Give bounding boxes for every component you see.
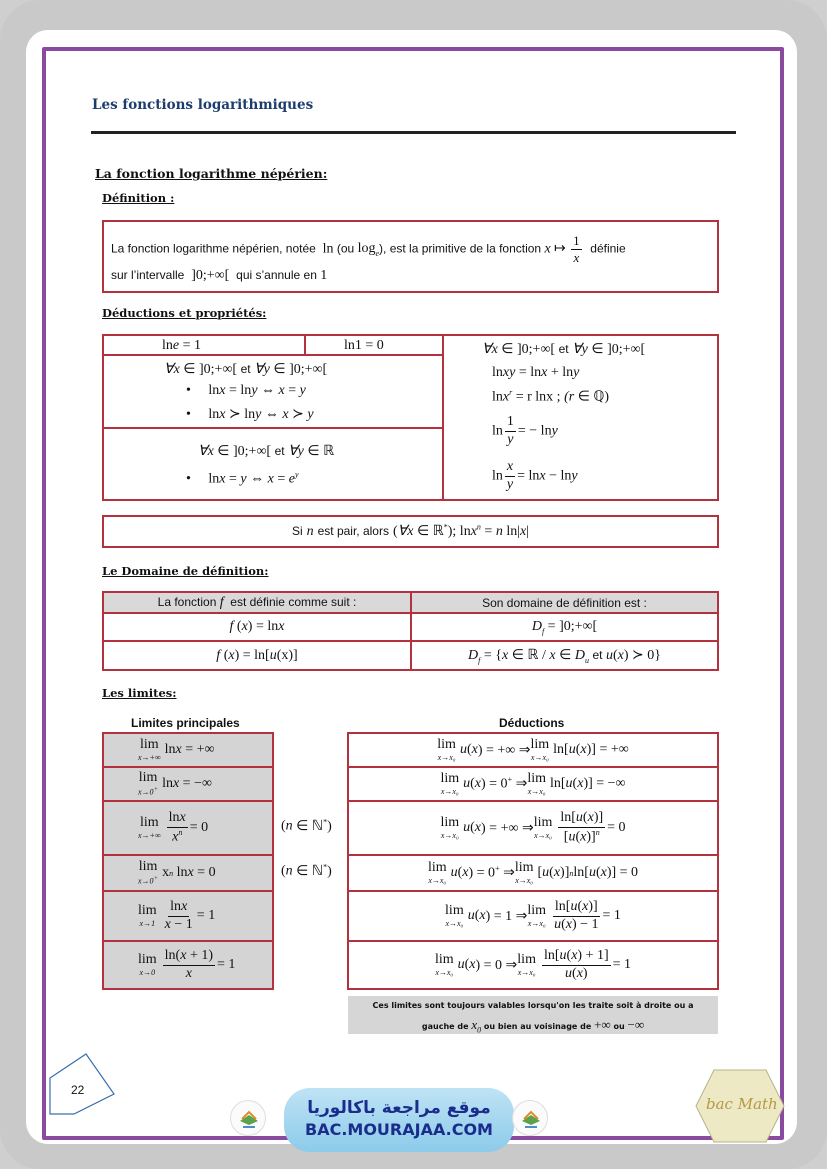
ln-power: lnx$^r$ = r lnx ; (r ∈ ℚ) — [492, 388, 610, 405]
condition-n-natural-1: (n ∈ ℕ*) — [281, 817, 332, 834]
properties-box — [102, 334, 719, 501]
limit-ln-plus-infinity: lim x→+∞ ln x = +∞ — [102, 732, 274, 768]
deduction-limit-ln-over-power: lim x→x₀ u ( x ) = +∞ ⇒ lim x→x₀ $\frac{\ln[u(x)]}{[u(x)]^n}$ = 0 — [347, 800, 719, 856]
banner-arabic-text: موقع مراجعة باكالوريا — [307, 1098, 491, 1118]
deduction-limit-power-times-ln: lim x→x₀ u ( x ) = 0+ ⇒ lim x→x₀ [ u ( x )] n ln[ u ( x )] = 0 — [347, 854, 719, 892]
quantifier-right: ∀x ∈ ]0;+∞[ et ∀y ∈ ]0;+∞[ — [482, 342, 646, 357]
condition-n-natural-2: (n ∈ ℕ*) — [281, 862, 332, 879]
title-rule — [91, 131, 736, 134]
ln-exp-equivalence: • lnx = y ⇔ $x = e^y$ — [186, 470, 299, 487]
domain-row1-function: f (x) = lnx — [103, 613, 411, 641]
domain-row2-function: f (x) = ln[u(x)] — [103, 641, 411, 670]
deductions-heading: Déductions et propriétés: — [102, 306, 267, 320]
definition-line-1: La fonction logarithme népérien, notée ln (ou $\log_e$), est la primitive de la fonction x ↦ $\frac{1}{x}$ définie — [111, 233, 626, 265]
quantifier-x-positive-y-real: ∀x ∈ ]0;+∞[ et ∀y ∈ ℝ — [198, 444, 335, 459]
parity-statement: Si n est pair, alors (∀x ∈ ℝ*); lnx$^n$ = n ln|x| — [291, 522, 530, 539]
site-logo-right — [512, 1100, 548, 1136]
quantifier-x-y-positive: ∀x ∈ ]0;+∞[ et ∀y ∈ ]0;+∞[ — [164, 362, 328, 377]
domain-heading: Le Domaine de définition: — [102, 564, 269, 578]
limits-col-main: Limites principales — [131, 716, 240, 730]
ln-product: lnxy = lnx + lny — [492, 365, 580, 380]
limit-ln-zero: lim x→0+ ln x = −∞ — [102, 766, 274, 802]
site-banner[interactable] — [284, 1088, 514, 1152]
limits-col-deductions: Déductions — [499, 716, 565, 730]
definition-box — [102, 220, 719, 293]
ln-e-equals-1: lne = 1 — [162, 338, 202, 353]
ln-inverse: ln $\frac{1}{y}$ = − lny — [492, 414, 558, 447]
page-number: 22 — [71, 1083, 85, 1097]
limit-ln-1-plus-x: lim x→0 $\frac{\ln(x + 1)}{x}$ = 1 — [102, 940, 274, 990]
deduction-limit-ln-over-u-minus-1: lim x→x₀ u ( x ) = 1 ⇒ lim x→x₀ $\frac{\ln[u(x)]}{u(x) - 1}$ = 1 — [347, 890, 719, 942]
ln-increasing: • lnx ≻ lny ⇔ x ≻ y — [186, 407, 314, 422]
deduction-limit-ln-u-plus-1: lim x→x₀ u ( x ) = 0 ⇒ lim x→x₀ $\frac{\ln[u(x) + 1]}{u(x)}$ = 1 — [347, 940, 719, 990]
limit-ln-over-x-minus-1: lim x→1 $\frac{\ln x}{x - 1}$ = 1 — [102, 890, 274, 942]
definition-line-2: sur l’intervalle ]0;+∞[ qui s’annule en 1 — [111, 268, 328, 283]
limits-heading: Les limites: — [102, 686, 177, 700]
definition-heading: Définition : — [102, 191, 175, 205]
section-heading-ln: La fonction logarithme népérien: — [95, 166, 328, 181]
limit-power-times-ln: lim x→0+ x n ln x = 0 — [102, 854, 274, 892]
domain-row2-domain: $D_f = \{x$ ∈ ℝ / x ∈ $D_u$ et u(x) ≻ 0} — [411, 641, 718, 670]
parity-box — [102, 515, 719, 548]
limits-note: Ces limites sont toujours valables lorsqu'on les traite soit à droite ou a gauche de $x_0$ ou bien au voisinage de +∞ ou −∞ — [348, 996, 718, 1034]
deduction-limit-plus-infinity: lim x→x₀ u ( x ) = +∞ ⇒ lim x→x₀ ln[ u ( x )] = +∞ — [347, 732, 719, 768]
ln-1-equals-0: ln1 = 0 — [344, 338, 384, 353]
ln-quotient: ln $\frac{x}{y}$ = lnx − lny — [492, 459, 578, 492]
domain-col-function: La fonction f est définie comme suit : — [103, 592, 411, 613]
domain-table — [102, 591, 719, 671]
domain-col-domain: Son domaine de définition est : — [411, 592, 718, 613]
ln-injective: • lnx = lny ⇔ x = y — [186, 383, 306, 398]
banner-url[interactable]: BAC.MOURAJAA.COM — [305, 1120, 493, 1139]
limit-ln-over-power: lim x→+∞ $\frac{\ln x}{x^n}$ = 0 — [102, 800, 274, 856]
brand-text: bac Math — [706, 1095, 778, 1113]
deduction-limit-zero: lim x→x₀ u ( x ) = 0+ ⇒ lim x→x₀ ln[ u ( x )] = −∞ — [347, 766, 719, 802]
site-logo-left — [230, 1100, 266, 1136]
domain-row1-domain: $D_f$ = ]0;+∞[ — [411, 613, 718, 641]
document-title: Les fonctions logarithmiques — [92, 97, 314, 113]
